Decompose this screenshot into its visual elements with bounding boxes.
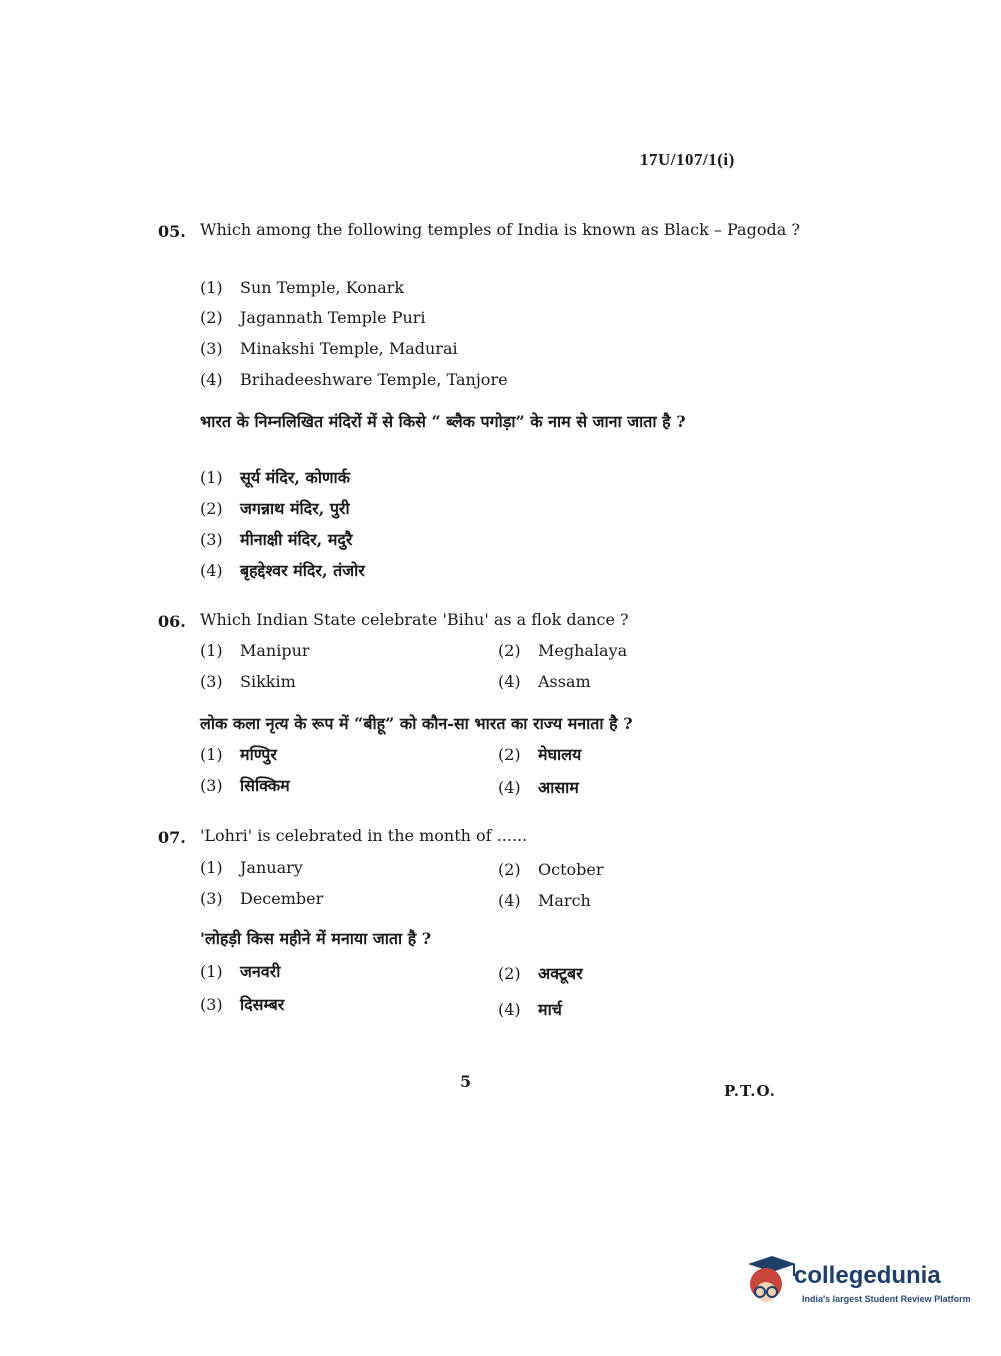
question-text-hi: भारत के निम्नलिखित मंदिरों में से किसे “ ब्लैक पगोड़ा” के नाम से जाना जाता है ? <box>200 412 686 431</box>
option-hi <box>200 960 280 982</box>
option-label: Meghalaya <box>538 641 628 660</box>
option-label: Assam <box>538 672 591 691</box>
option-hi <box>498 962 583 984</box>
option-number: (3) <box>200 995 223 1014</box>
option-label: March <box>538 891 591 910</box>
option <box>498 641 627 660</box>
option-label: सूर्य मंदिर, कोणार्क <box>240 468 350 487</box>
option-number: (2) <box>498 860 521 879</box>
page-number: 5 <box>460 1072 472 1091</box>
question-text-en: 'Lohri' is celebrated in the month of ...... <box>200 826 528 845</box>
option-number: (3) <box>200 776 223 795</box>
option <box>200 858 303 877</box>
option-label: Brihadeeshware Temple, Tanjore <box>240 370 508 389</box>
option <box>498 860 604 879</box>
option-number: (1) <box>200 962 223 981</box>
option <box>200 339 458 358</box>
option-label: October <box>538 860 604 879</box>
option <box>200 370 508 389</box>
option-number: (2) <box>200 308 223 327</box>
option-label: दिसम्बर <box>240 995 285 1014</box>
question-number: 07. <box>158 828 186 847</box>
collegedunia-logo <box>742 1248 972 1310</box>
option-label: जनवरी <box>240 962 281 981</box>
option-hi <box>200 466 350 488</box>
option <box>498 891 591 910</box>
option-number: (1) <box>200 641 223 660</box>
option-hi <box>498 776 579 798</box>
option-number: (2) <box>200 499 223 518</box>
option-label: बृहद्देश्वर मंदिर, तंजोर <box>240 561 365 580</box>
option-hi <box>200 528 352 550</box>
option-number: (2) <box>498 964 521 983</box>
brand-name: collegedunia <box>794 1262 941 1289</box>
option-number: (1) <box>200 278 223 297</box>
option-label: Sun Temple, Konark <box>240 278 405 297</box>
option-label: अक्टूबर <box>538 964 583 983</box>
option-number: (1) <box>200 745 223 764</box>
option-label: जगन्नाथ मंदिर, पुरी <box>240 499 350 518</box>
option-number: (1) <box>200 468 223 487</box>
question-text-en: Which Indian State celebrate 'Bihu' as a flok dance ? <box>200 610 629 629</box>
option-number: (3) <box>200 672 223 691</box>
option-hi <box>200 993 284 1015</box>
option-number: (3) <box>200 889 223 908</box>
option-label: सिक्किम <box>240 776 290 795</box>
option-label: मेघालय <box>538 745 582 764</box>
option-label: आसाम <box>538 778 579 797</box>
option <box>200 672 296 691</box>
option-label: December <box>240 889 324 908</box>
option <box>200 278 404 297</box>
option-label: Manipur <box>240 641 310 660</box>
question-number: 06. <box>158 612 186 631</box>
option-label: Jagannath Temple Puri <box>240 308 426 327</box>
option-number: (3) <box>200 530 223 549</box>
pto-label: P.T.O. <box>724 1082 776 1100</box>
option-number: (2) <box>498 641 521 660</box>
option <box>200 308 426 327</box>
option-label: मार्च <box>538 1000 562 1019</box>
question-number: 05. <box>158 222 186 241</box>
option-number: (4) <box>498 891 521 910</box>
option-label: January <box>240 858 303 877</box>
mascot-icon <box>742 1252 798 1308</box>
option-number: (4) <box>200 561 223 580</box>
option-label: मीनाक्षी मंदिर, मदुरै <box>240 530 353 549</box>
paper-code: 17U/107/1(i) <box>640 150 735 169</box>
question-text-hi: लोक कला नृत्य के रूप में “बीहू” को कौन-सा भारत का राज्य मनाता है ? <box>200 714 633 733</box>
option-number: (4) <box>498 672 521 691</box>
option <box>200 889 323 908</box>
option-number: (4) <box>498 778 521 797</box>
option-label: मण्पिुर <box>240 745 277 764</box>
question-text-en: Which among the following temples of India is known as Black – Pagoda ? <box>200 220 800 239</box>
option-label: Sikkim <box>240 672 296 691</box>
option <box>200 641 310 660</box>
option-number: (4) <box>200 370 223 389</box>
option-hi <box>200 497 350 519</box>
option-number: (3) <box>200 339 223 358</box>
option-hi <box>200 774 290 796</box>
option-number: (2) <box>498 745 521 764</box>
option-hi <box>498 998 562 1020</box>
brand-tagline: India's largest Student Review Platform <box>802 1294 971 1304</box>
question-text-hi: 'लोहड़ी किस महीने में मनाया जाता है ? <box>200 929 432 948</box>
option-label: Minakshi Temple, Madurai <box>240 339 458 358</box>
option-hi <box>498 743 581 765</box>
option-hi <box>200 743 277 765</box>
option-number: (4) <box>498 1000 521 1019</box>
option-hi <box>200 559 365 581</box>
option-number: (1) <box>200 858 223 877</box>
option <box>498 672 591 691</box>
